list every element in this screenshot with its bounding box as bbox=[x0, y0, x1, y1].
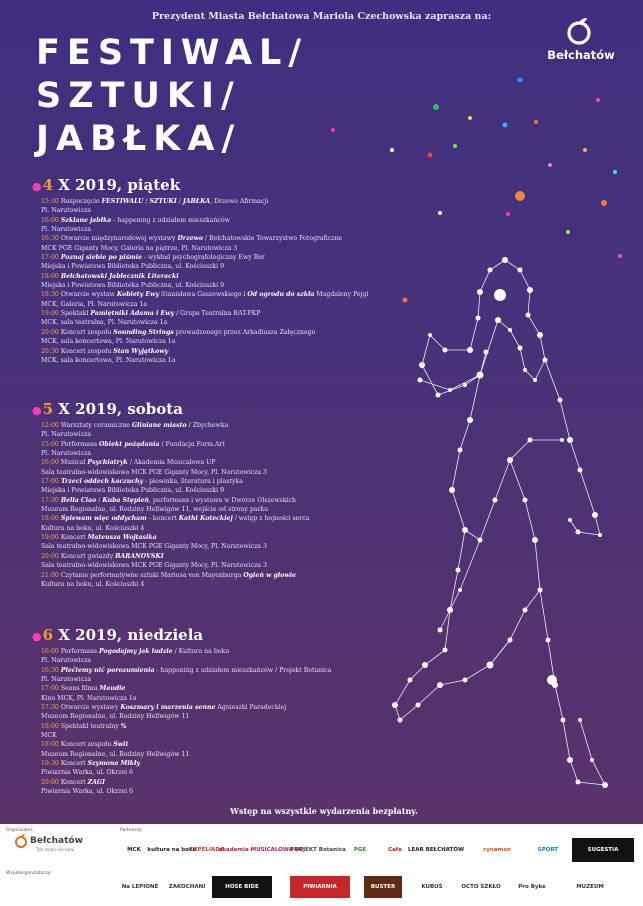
event-title: Gliniane miasto bbox=[131, 422, 187, 429]
event-text: Kultura na boku, ul. Kościuszki 4 bbox=[41, 580, 145, 588]
event-title: Od ogrodu do szkła bbox=[247, 291, 315, 299]
event-text: Miejska i Powiatowa Biblioteka Publiczna, ul. Kościuszki 9 bbox=[41, 282, 225, 290]
day-heading bbox=[32, 626, 331, 644]
event-text: / wstęp z hojności serca bbox=[232, 515, 310, 523]
event-title: Psychiatryk bbox=[87, 459, 128, 467]
event-title: Bełchatowski Jabłecznik Literacki bbox=[60, 272, 179, 280]
event-text: MCK PGE Giganty Mocy, Galeria na piętrze, Pl. Narutowicza 3 bbox=[41, 244, 238, 252]
event-venue bbox=[32, 580, 309, 589]
logo-text: Bełchatów bbox=[547, 48, 615, 62]
event-venue bbox=[32, 505, 309, 514]
day-date-text: X 2019, sobota bbox=[53, 400, 183, 418]
event-time: 17:00 bbox=[41, 478, 59, 486]
event-text: MCK, sala teatralna, Pl. Narutowicza 1a bbox=[41, 319, 168, 327]
event-title: Ogień w głowie bbox=[243, 571, 296, 579]
event-title: Kuba Stępień bbox=[102, 496, 149, 504]
event-venue bbox=[32, 561, 309, 570]
event-text: / Bełchatowskie Towarzystwo Fotograficzne bbox=[202, 235, 343, 243]
partner-logo: OCTO SZKŁO bbox=[461, 884, 501, 890]
partner-logo: PROJEKT Botanica bbox=[290, 847, 346, 853]
partner-logo: Pro Byke bbox=[518, 884, 546, 890]
event-time: 20:30 bbox=[41, 347, 59, 355]
day-section-5 bbox=[32, 400, 309, 589]
event-venue bbox=[32, 262, 369, 271]
event-time: 20:00 bbox=[41, 552, 59, 560]
day-number: 5 bbox=[42, 400, 54, 418]
day-number: 6 bbox=[42, 626, 54, 644]
event-line bbox=[32, 328, 369, 337]
event-text: Stanisława Gaszewskiego i bbox=[159, 291, 248, 299]
event-text: - koncert bbox=[146, 515, 179, 523]
event-text: MCK bbox=[41, 732, 57, 740]
event-time: 18:00 bbox=[41, 515, 59, 523]
event-text: / Zbychewka bbox=[186, 422, 229, 429]
event-text: Kultura na boku, ul. Kościuszki 4 bbox=[41, 524, 145, 532]
event-text: Muzeum Regionalne, ul. Rodziny Hellwigów 11 bbox=[41, 750, 190, 758]
event-title: BARANOVSKI bbox=[115, 552, 164, 560]
event-venue bbox=[32, 675, 331, 684]
event-line bbox=[32, 703, 331, 712]
event-text: Koncert zespołu bbox=[60, 328, 114, 336]
cosupport-label: Współorganizatorzy: bbox=[6, 871, 52, 876]
event-title: Trzeci oddech kaczuchy bbox=[60, 478, 144, 486]
event-time: 12:00 bbox=[41, 422, 59, 429]
event-venue bbox=[32, 206, 369, 215]
event-title: Świt bbox=[113, 741, 129, 749]
event-text: Spektakl bbox=[60, 310, 91, 318]
event-text: Performans bbox=[60, 648, 100, 655]
event-text: Pl. Narutowicza bbox=[41, 431, 92, 439]
event-text: - wykład psychografologiczny Ewy Ber bbox=[142, 254, 265, 262]
day-number: 4 bbox=[42, 176, 54, 194]
event-title: Bella Ciao bbox=[60, 496, 97, 504]
event-time: 18:00 bbox=[41, 741, 59, 749]
partner-logo: LEAR BEŁCHATÓW bbox=[407, 847, 465, 853]
event-line bbox=[32, 684, 331, 693]
event-venue bbox=[32, 225, 369, 234]
event-venue bbox=[32, 337, 369, 346]
organizer-name: Bełchatów bbox=[30, 836, 83, 846]
event-text: Kino MCK, Pl. Narutowicza 1a bbox=[41, 694, 137, 702]
partner-logo: MUZEUM bbox=[576, 884, 604, 890]
event-text: prowadzonego przez Arkadiusza Załęcznego bbox=[173, 328, 316, 336]
event-time: 18:30 bbox=[41, 291, 59, 299]
day-section-4 bbox=[32, 176, 369, 365]
partner-logo: PGE bbox=[353, 847, 367, 853]
event-text: Otwarcie międzynarodowej wystawy bbox=[60, 235, 178, 243]
event-text: Koncert bbox=[60, 778, 88, 786]
event-text: Koncert bbox=[60, 760, 88, 768]
day-bullet-icon: ● bbox=[32, 180, 42, 193]
event-title: Stan Wyjątkowy bbox=[113, 347, 169, 355]
event-venue bbox=[32, 281, 369, 290]
event-text: - piosenka, literatura i plastyka bbox=[143, 478, 243, 486]
event-time: 17:00 bbox=[41, 685, 59, 693]
event-text: Otwarcie wystawy bbox=[60, 704, 121, 712]
event-text: MCK, sala koncertowa, Pl. Narutowicza 1a bbox=[41, 356, 176, 364]
event-line bbox=[32, 740, 331, 749]
event-text: Sala teatralno-widowiskowa MCK PGE Giganty Mocy, Pl. Narutowicza 3 bbox=[41, 468, 267, 476]
partner-logo: PIWIARNIA bbox=[290, 876, 350, 898]
event-title: Śpiewam więc oddycham bbox=[60, 515, 147, 523]
event-text: Pl. Narutowicza bbox=[41, 676, 92, 684]
event-venue bbox=[32, 356, 369, 365]
event-text: / Kultura na boku bbox=[172, 648, 230, 655]
partner-logo: SUGESTIA bbox=[572, 838, 634, 862]
event-title: Obiekt pożądania bbox=[99, 440, 160, 448]
event-text: - happening z udziałem mieszkańców / Projekt Botanica bbox=[154, 666, 332, 674]
event-line bbox=[32, 759, 331, 768]
event-line bbox=[32, 197, 369, 206]
partner-logo: KUBUŚ bbox=[421, 884, 443, 890]
event-line bbox=[32, 309, 369, 318]
event-time: 19:00 bbox=[41, 534, 59, 542]
event-time: 15:00 bbox=[41, 440, 59, 448]
event-line bbox=[32, 666, 331, 675]
event-text: Miejska i Powiatowa Biblioteka Publiczna, ul. Kościuszki 9 bbox=[41, 263, 225, 271]
partner-logo: ZAKOCHANI bbox=[168, 884, 206, 890]
title-line-3: JABŁKA/ bbox=[36, 119, 242, 159]
partner-logo: akademia MUSICALOWA UP bbox=[218, 847, 304, 853]
event-text: / bbox=[143, 198, 150, 205]
partner-logo: Na LEPIONE bbox=[121, 884, 159, 890]
event-text: / bbox=[176, 198, 183, 205]
event-text: Agnieszki Paradeckiej bbox=[215, 704, 287, 712]
event-line bbox=[32, 290, 369, 299]
event-text: / bbox=[96, 496, 103, 504]
organizer-tagline: Tyle dzieje się tutaj bbox=[36, 847, 75, 852]
event-time: 15:30 bbox=[41, 198, 59, 205]
event-text: Piwiarnia Warka, ul. Okrzei 6 bbox=[41, 788, 134, 796]
event-venue bbox=[32, 712, 331, 721]
event-title: Kathi Koteckiej bbox=[178, 515, 233, 523]
event-venue bbox=[32, 542, 309, 551]
apple-logo-icon bbox=[564, 16, 598, 46]
event-line bbox=[32, 272, 369, 281]
event-venue bbox=[32, 524, 309, 533]
event-text: Czytanie performatywne sztuki Mariusa von Mayenburga bbox=[60, 571, 244, 579]
event-text: Magdaleny Pejgi bbox=[314, 291, 369, 299]
day-bullet-icon: ● bbox=[32, 404, 42, 417]
organizer-apple-icon bbox=[14, 834, 28, 848]
event-time: 16:00 bbox=[41, 648, 59, 655]
partner-logo: BUSTER bbox=[364, 876, 402, 898]
event-line bbox=[32, 216, 369, 225]
event-text: Pl. Narutowicza bbox=[41, 450, 92, 458]
event-text: Otwarcie wystaw bbox=[60, 291, 117, 299]
day-heading bbox=[32, 176, 369, 194]
event-text: Koncert bbox=[60, 534, 88, 542]
festival-title bbox=[36, 32, 308, 161]
event-text: Pl. Narutowicza bbox=[41, 657, 92, 665]
event-text: Spektakl teatralny bbox=[60, 722, 121, 730]
day-date-text: X 2019, niedziela bbox=[53, 626, 204, 644]
event-line bbox=[32, 514, 309, 523]
event-time: 16:30 bbox=[41, 666, 59, 674]
event-text: , Drzewo Afirmacji bbox=[210, 198, 269, 205]
event-time: 16:00 bbox=[41, 216, 59, 224]
event-venue bbox=[32, 318, 369, 327]
invite-line: Prezydent Miasta Bełchatowa Mariola Czechowska zaprasza na: bbox=[151, 11, 492, 22]
event-venue bbox=[32, 468, 309, 477]
event-title: ZAGI bbox=[87, 778, 106, 786]
event-line bbox=[32, 477, 309, 486]
event-line bbox=[32, 347, 369, 356]
event-title: Mateusza Wojtasika bbox=[87, 534, 157, 542]
event-title: Sounding Strings bbox=[113, 328, 174, 336]
constellation-figure bbox=[330, 120, 643, 820]
event-title: JABŁKA bbox=[182, 198, 211, 205]
event-time: 20:00 bbox=[41, 328, 59, 336]
event-title: FESTIWALU bbox=[101, 198, 144, 205]
event-time: 21:00 bbox=[41, 571, 59, 579]
free-entry-note: Wstęp na wszystkie wydarzenia bezpłatny. bbox=[230, 806, 418, 816]
event-text: MCK, Galeria, Pl. Narutowicza 1a bbox=[41, 300, 148, 308]
event-text: Seans filmu bbox=[60, 685, 100, 693]
event-venue bbox=[32, 750, 331, 759]
partner-logo: CEPELIADA bbox=[189, 847, 225, 853]
event-text: / Akademia Musicalowa UP bbox=[127, 459, 216, 467]
event-line bbox=[32, 496, 309, 505]
event-title: Poznaj siebie po piśmie bbox=[60, 254, 143, 262]
partner-logo: MCK bbox=[127, 847, 141, 853]
event-time: 17:30 bbox=[41, 704, 59, 712]
event-text: Performans bbox=[60, 440, 100, 448]
event-line bbox=[32, 234, 369, 243]
title-line-1: FESTIWAL/ bbox=[36, 33, 309, 73]
event-text: Koncert zespołu bbox=[60, 347, 114, 355]
event-time: 16:30 bbox=[41, 235, 59, 243]
event-venue bbox=[32, 694, 331, 703]
day-heading bbox=[32, 400, 309, 418]
event-venue bbox=[32, 486, 309, 495]
event-text: Warsztaty ceramiczne bbox=[60, 422, 132, 429]
organizer-label: Organizator: bbox=[6, 828, 34, 833]
event-time: 17:00 bbox=[41, 254, 59, 262]
partners-label: Partnerzy: bbox=[120, 828, 143, 833]
partner-logo: kultura na boku bbox=[147, 847, 197, 853]
event-time: 16:00 bbox=[41, 459, 59, 467]
event-text: - happening z udziałem mieszkańców bbox=[111, 216, 230, 224]
event-line bbox=[32, 778, 331, 787]
event-title: Maudie bbox=[99, 685, 126, 693]
event-venue bbox=[32, 300, 369, 309]
event-text: Sala teatralno-widowiskowa MCK PGE Giganty Mocy, Pl. Narutowicza 3 bbox=[41, 543, 267, 551]
event-venue bbox=[32, 449, 309, 458]
event-venue bbox=[32, 656, 331, 665]
event-title: Koszmary i marzenia senne bbox=[120, 704, 216, 712]
event-line bbox=[32, 647, 331, 656]
event-title: SZTUKI bbox=[149, 198, 177, 205]
event-text: , performans i wystawa w Dworze Olszewskich bbox=[148, 496, 297, 504]
event-line bbox=[32, 533, 309, 542]
event-time: 20:00 bbox=[41, 778, 59, 786]
partner-logo: Cafe bbox=[388, 847, 402, 853]
event-title: Szymona Mikły bbox=[87, 760, 140, 768]
event-text: MCK, sala koncertowa, Pl. Narutowicza 1a bbox=[41, 338, 176, 346]
title-line-2: SZTUKI/ bbox=[36, 76, 241, 116]
event-text: Musical bbox=[60, 459, 88, 467]
event-venue bbox=[32, 731, 331, 740]
partner-logo: HOSE BIDE bbox=[212, 876, 272, 898]
event-line bbox=[32, 571, 309, 580]
event-time: 19:30 bbox=[41, 760, 59, 768]
event-line bbox=[32, 458, 309, 467]
event-text: / Grupa Teatralna BAT-PKP bbox=[174, 310, 261, 318]
day-date-text: X 2019, piątek bbox=[53, 176, 181, 194]
event-title: Pogodajmy jak ludzie bbox=[99, 648, 173, 655]
event-title: Plećiemy nić porozumienia bbox=[60, 666, 155, 674]
event-text: Koncert zespołu bbox=[60, 741, 114, 749]
event-time: 18:00 bbox=[41, 722, 59, 730]
belchatow-logo bbox=[541, 16, 621, 62]
event-text: Piwiarnia Warka, ul. Okrzei 6 bbox=[41, 769, 134, 777]
event-line bbox=[32, 253, 369, 262]
event-text: Pl. Narutowicza bbox=[41, 207, 92, 215]
event-venue bbox=[32, 244, 369, 253]
event-title: Szklane jabłka bbox=[60, 216, 112, 224]
event-time: 19:00 bbox=[41, 310, 59, 318]
event-text: Sala teatralno-widowiskowa MCK PGE Giganty Mocy, Pl. Narutowicza 3 bbox=[41, 562, 267, 570]
partner-logo: SPORT bbox=[537, 847, 559, 853]
event-title: Drzewo bbox=[177, 235, 203, 243]
event-line bbox=[32, 552, 309, 561]
event-text: Rozpoczęcie bbox=[60, 198, 102, 205]
event-text: Pl. Narutowicza bbox=[41, 226, 92, 234]
event-line bbox=[32, 421, 309, 430]
event-text: Koncert gwiazdy bbox=[60, 552, 116, 560]
event-venue bbox=[32, 768, 331, 777]
event-title: Kobiety Ewy bbox=[116, 291, 160, 299]
partner-logo: cynamon bbox=[483, 847, 511, 853]
day-bullet-icon: ● bbox=[32, 630, 42, 643]
event-title: Pamiętniki Adama i Ewy bbox=[90, 310, 175, 318]
event-text: Miejska i Powiatowa Biblioteka Publiczna, ul. Kościuszki 9 bbox=[41, 487, 225, 495]
event-line bbox=[32, 722, 331, 731]
event-text: Muzeum Regionalne, ul. Rodziny Hellwigów 11 bbox=[41, 713, 190, 721]
event-time: 17:30 bbox=[41, 496, 59, 504]
event-text: / Fundacja Form.Art bbox=[159, 440, 225, 448]
event-line bbox=[32, 440, 309, 449]
event-title: % bbox=[120, 722, 127, 730]
event-venue bbox=[32, 787, 331, 796]
sponsors-bar bbox=[0, 824, 643, 906]
event-time: 18:00 bbox=[41, 272, 59, 280]
event-venue bbox=[32, 430, 309, 439]
day-section-6 bbox=[32, 626, 331, 797]
event-text: Muzeum Regionalne, ul. Rodziny Hellwigów 11, wejście od strony parku bbox=[41, 506, 269, 514]
